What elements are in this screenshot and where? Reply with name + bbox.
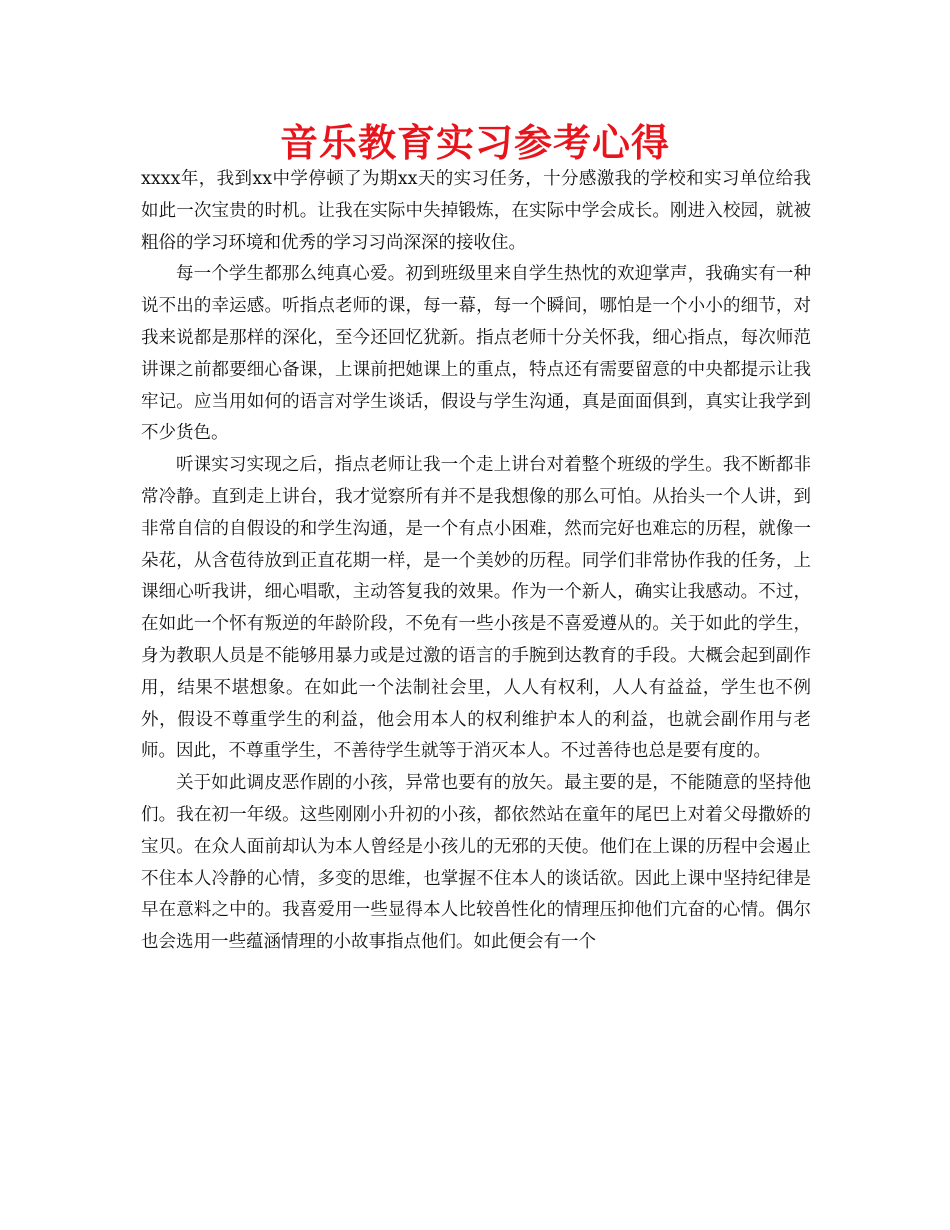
document-title: 音乐教育实习参考心得 xyxy=(279,121,670,165)
paragraph-4: 关于如此调皮恶作剧的小孩，异常也要有的放矢。最主要的是，不能随意的坚持他们。我在初一年级。这些刚刚小升初的小孩，都依然站在童年的尾巴上对着父母撒娇的宝贝。在众人面前却认为本人曾经是小孩儿的无邪的天使。他们在上课的历程中会遏止不住本人冷静的心情，多变的思维，也掌握不住本人的谈话欲。因此上课中坚持纪律是早在意料之中的。我喜爱用一些显得本人比较兽性化的情理压抑他们亢奋的心情。偶尔也会选用一些蕴涵情理的小故事指点他们。如此便会有一个 xyxy=(141,773,811,953)
paragraph-2: 每一个学生都那么纯真心爱。初到班级里来自学生热忱的欢迎掌声，我确实有一种说不出的幸运感。听指点老师的课，每一幕，每一个瞬间，哪怕是一个小小的细节，对我来说都是那样的深化，至今还回忆犹新。指点老师十分关怀我，细心指点，每次师范讲课之前都要细心备课，上课前把她课上的重点，特点还有需要留意的中央都提示让我牢记。应当用如何的语言对学生谈话，假设与学生沟通，真是面面俱到，真实让我学到不少货色。 xyxy=(141,264,811,444)
document-body xyxy=(141,164,811,959)
paragraph-1: xxxx年，我到xx中学停顿了为期xx天的实习任务，十分感激我的学校和实习单位给我如此一次宝贵的时机。让我在实际中失掉锻炼，在实际中学会成长。刚进入校园，就被粗俗的学习环境和优秀的学习习尚深深的接收住。 xyxy=(141,169,811,253)
paragraph-3: 听课实习实现之后，指点老师让我一个走上讲台对着整个班级的学生。我不断都非常冷静。直到走上讲台，我才觉察所有并不是我想像的那么可怕。从抬头一个人讲，到非常自信的自假设的和学生沟通，是一个有点小困难，然而完好也难忘的历程，就像一朵花，从含苞待放到正直花期一样，是一个美妙的历程。同学们非常协作我的任务，上课细心听我讲，细心唱歌，主动答复我的效果。作为一个新人，确实让我感动。不过，在如此一个怀有叛逆的年龄阶段，不免有一些小孩是不喜爱遵从的。关于如此的学生，身为教职人员是不能够用暴力或是过激的语言的手腕到达教育的手段。大概会起到副作用，结果不堪想象。在如此一个法制社会里，人人有权利，人人有益益，学生也不例外，假设不尊重学生的利益，他会用本人的权利维护本人的利益，也就会副作用与老师。因此，不尊重学生，不善待学生就等于消灭本人。不过善待也总是要有度的。 xyxy=(141,455,811,762)
